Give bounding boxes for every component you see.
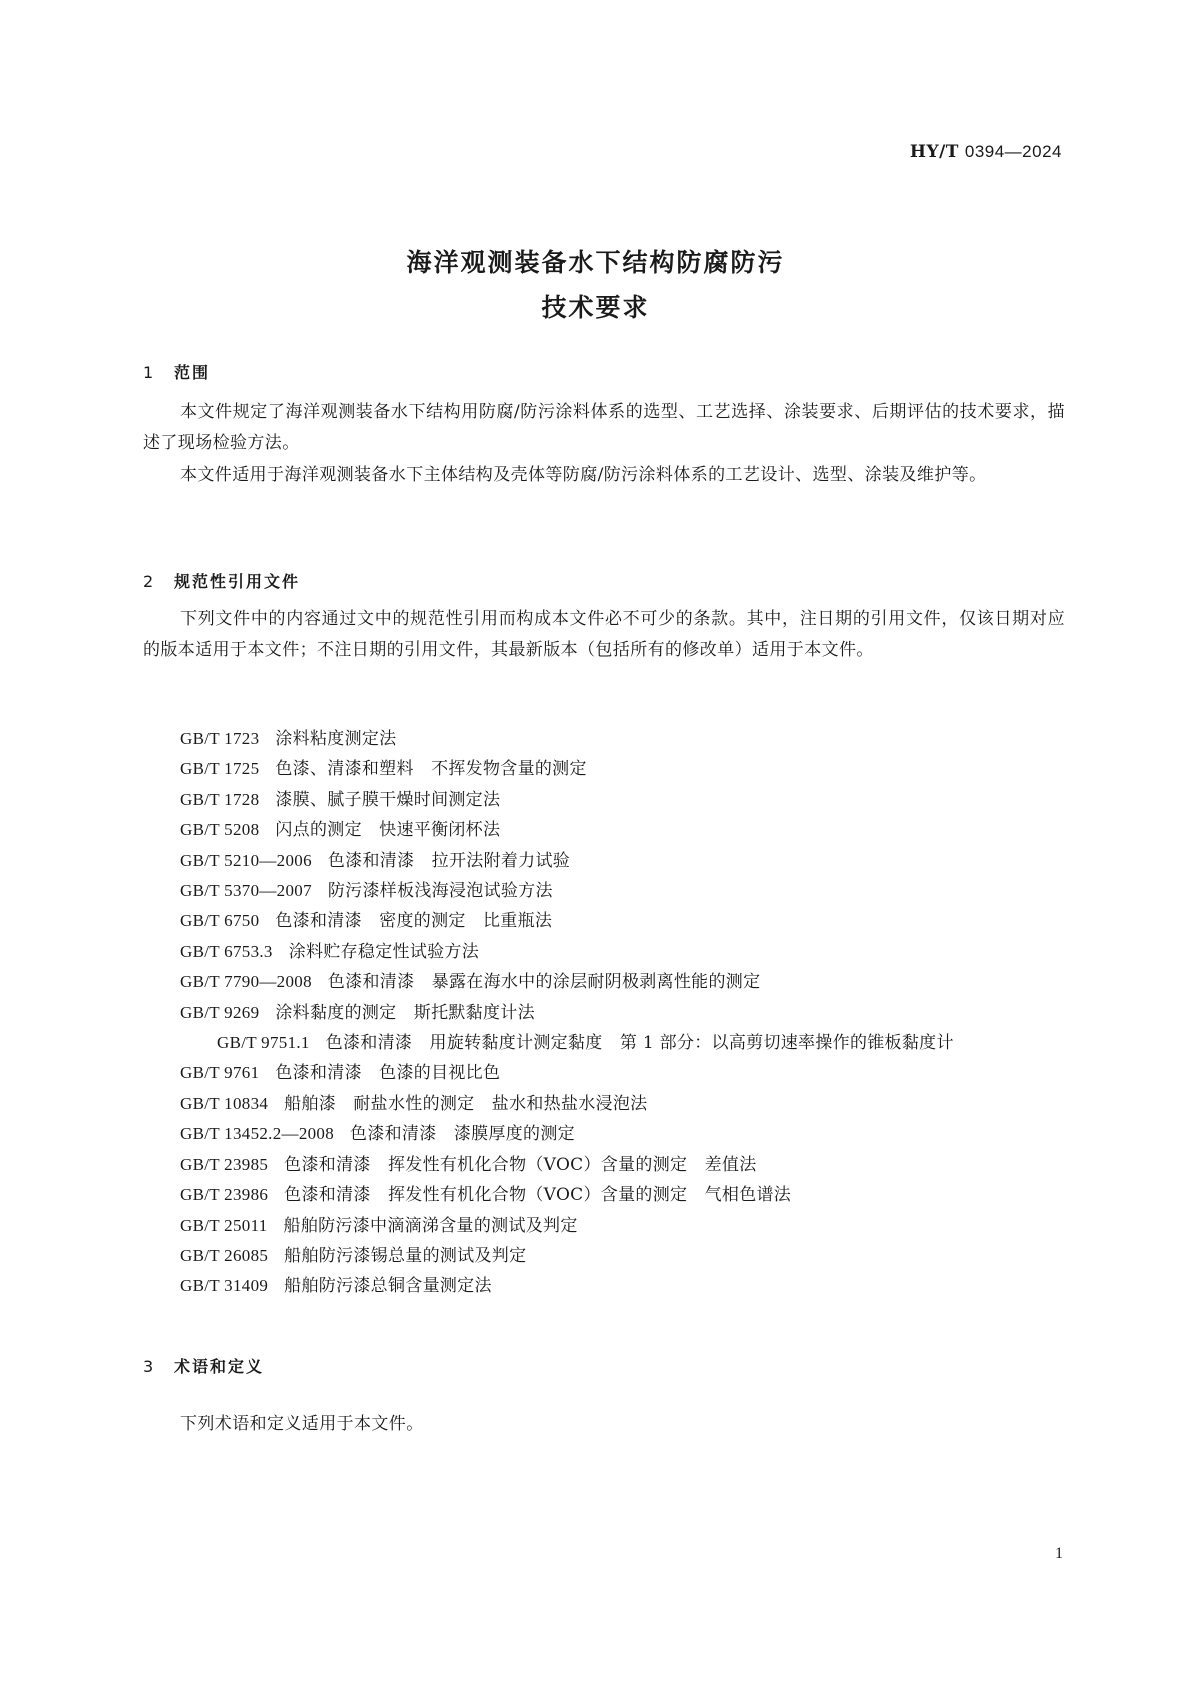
reference-title: 色漆、清漆和塑料 不挥发物含量的测定 — [275, 759, 587, 780]
reference-code: GB/T 1728 — [180, 789, 260, 809]
reference-code: GB/T 1725 — [180, 759, 260, 779]
reference-title: 色漆和清漆 暴露在海水中的涂层耐阴极剥离性能的测定 — [327, 972, 761, 993]
scope-paragraph-2: 本文件适用于海洋观测装备水下主体结构及壳体等防腐/防污涂料体系的工艺设计、选型、涂装及维护等。 — [180, 465, 987, 485]
reference-item — [143, 937, 1065, 967]
reference-item — [143, 1211, 1065, 1241]
reference-code: GB/T 5370—2007 — [180, 881, 312, 901]
reference-title: 船舶漆 耐盐水性的测定 盐水和热盐水浸泡法 — [284, 1093, 648, 1114]
standard-prefix: HY/T — [909, 142, 959, 162]
reference-item — [143, 846, 1065, 876]
reference-item — [143, 876, 1065, 906]
section-number: 2 — [143, 572, 154, 591]
reference-item — [143, 998, 1065, 1028]
reference-item — [143, 1180, 1065, 1210]
reference-title: 涂料粘度测定法 — [275, 729, 397, 749]
reference-code: GB/T 26085 — [180, 1245, 269, 1265]
reference-item — [143, 1028, 1065, 1058]
reference-title: 涂料黏度的测定 斯托默黏度计法 — [275, 1002, 535, 1023]
reference-title: 船舶防污漆总铜含量测定法 — [284, 1276, 492, 1297]
reference-title: 色漆和清漆 挥发性有机化合物（VOC）含量的测定 气相色谱法 — [284, 1185, 792, 1206]
document-title-line2: 技术要求 — [541, 293, 650, 322]
reference-code: GB/T 7790—2008 — [180, 972, 312, 992]
page-number: 1 — [1055, 1545, 1063, 1562]
section-title: 规范性引用文件 — [174, 572, 301, 591]
reference-code: GB/T 13452.2—2008 — [180, 1124, 335, 1144]
reference-item — [143, 1058, 1065, 1088]
section-number: 3 — [143, 1357, 154, 1376]
reference-title: 闪点的测定 快速平衡闭杯法 — [275, 820, 501, 841]
reference-item — [143, 1150, 1065, 1180]
reference-item — [143, 967, 1065, 997]
section-heading-terms — [143, 1354, 264, 1377]
normative-refs-intro: 下列文件中的内容通过文中的规范性引用而构成本文件必不可少的条款。其中，注日期的引用文件，仅该日期对应的版本适用于本文件；不注日期的引用文件，其最新版本（包括所有的修改单）适用于本文件。 — [143, 609, 1065, 660]
reference-title: 船舶防污漆中滴滴涕含量的测试及判定 — [283, 1215, 578, 1236]
reference-title: 涂料贮存稳定性试验方法 — [288, 941, 480, 962]
reference-code: GB/T 9761 — [180, 1063, 260, 1083]
terms-intro: 下列术语和定义适用于本文件。 — [180, 1414, 424, 1434]
reference-code: GB/T 31409 — [180, 1276, 269, 1296]
reference-title: 色漆和清漆 漆膜厚度的测定 — [350, 1124, 575, 1145]
reference-title: 色漆和清漆 色漆的目视比色 — [275, 1063, 501, 1084]
reference-item — [143, 724, 1065, 754]
section-number: 1 — [143, 363, 154, 382]
standard-code — [910, 142, 1062, 162]
document-title-line1: 海洋观测装备水下结构防腐防污 — [406, 248, 785, 277]
reference-code: GB/T 9269 — [180, 1002, 260, 1022]
reference-title: 色漆和清漆 挥发性有机化合物（VOC）含量的测定 差值法 — [284, 1154, 757, 1175]
reference-item — [143, 754, 1065, 784]
section-title: 术语和定义 — [174, 1357, 265, 1376]
reference-item — [143, 1119, 1065, 1149]
reference-code: GB/T 10834 — [180, 1093, 269, 1113]
reference-code: GB/T 5208 — [180, 820, 260, 840]
reference-item — [143, 785, 1065, 815]
reference-title: 船舶防污漆锡总量的测试及判定 — [284, 1245, 527, 1266]
reference-item — [143, 1241, 1065, 1271]
section-title: 范围 — [174, 363, 211, 382]
reference-code: GB/T 9751.1 — [217, 1033, 310, 1053]
reference-title: 色漆和清漆 用旋转黏度计测定黏度 第 1 部分：以高剪切速率操作的锥板黏度计 — [325, 1033, 954, 1054]
scope-paragraph-1: 本文件规定了海洋观测装备水下结构用防腐/防污涂料体系的选型、工艺选择、涂装要求、后期评估的技术要求，描述了现场检验方法。 — [143, 402, 1065, 453]
reference-title: 漆膜、腻子膜干燥时间测定法 — [275, 789, 501, 810]
reference-title: 色漆和清漆 拉开法附着力试验 — [327, 850, 571, 871]
reference-code: GB/T 25011 — [180, 1215, 268, 1235]
reference-code: GB/T 5210—2006 — [180, 850, 312, 870]
reference-item — [143, 1271, 1065, 1301]
reference-code: GB/T 6750 — [180, 911, 260, 931]
reference-item — [143, 906, 1065, 936]
reference-item — [143, 1089, 1065, 1119]
section-heading-normative-refs — [143, 569, 300, 592]
reference-code: GB/T 1723 — [180, 729, 260, 748]
section-heading-scope — [143, 360, 210, 383]
reference-title: 色漆和清漆 密度的测定 比重瓶法 — [275, 911, 553, 932]
reference-code: GB/T 6753.3 — [180, 941, 273, 961]
standard-number: 0394—2024 — [964, 142, 1062, 161]
reference-code: GB/T 23986 — [180, 1185, 269, 1205]
reference-title: 防污漆样板浅海浸泡试验方法 — [327, 881, 553, 902]
reference-list — [143, 724, 1065, 1302]
reference-code: GB/T 23985 — [180, 1154, 269, 1174]
reference-item — [143, 815, 1065, 845]
